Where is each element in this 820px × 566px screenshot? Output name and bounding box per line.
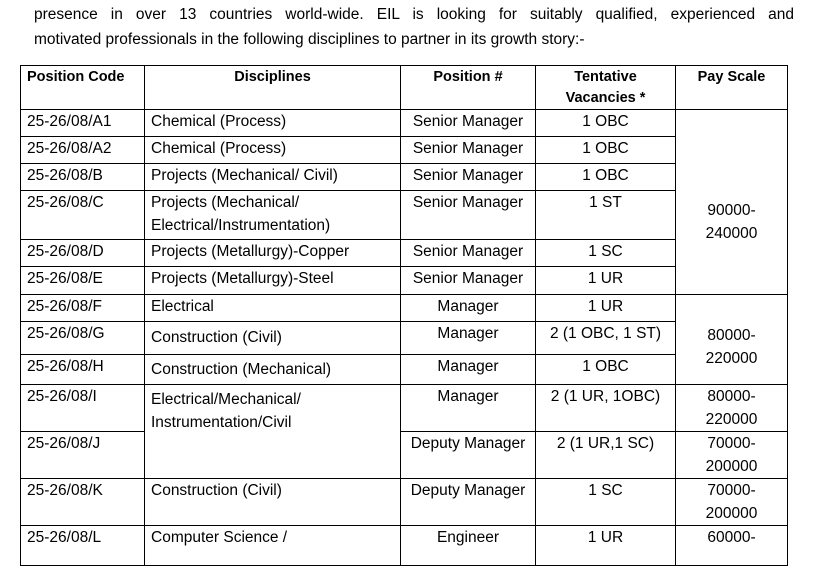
discipline: Chemical (Process)	[145, 110, 401, 137]
position: Senior Manager	[401, 240, 536, 267]
discipline: Construction (Civil)	[145, 322, 401, 355]
position: Engineer	[401, 526, 536, 566]
position-code: 25-26/08/A1	[21, 110, 145, 137]
pay-scale: 60000-	[676, 526, 788, 566]
pay-scale: 80000- 220000	[676, 295, 788, 385]
position-code: 25-26/08/J	[21, 432, 145, 479]
table-row	[21, 385, 788, 432]
discipline: Electrical/Mechanical/ Instrumentation/Civil	[145, 385, 401, 479]
position-code: 25-26/08/D	[21, 240, 145, 267]
vacancy-table	[20, 65, 788, 566]
discipline: Projects (Mechanical/ Civil)	[145, 164, 401, 191]
table-row	[21, 479, 788, 526]
pay-scale: 80000- 220000	[676, 385, 788, 432]
position-code: 25-26/08/I	[21, 385, 145, 432]
position: Manager	[401, 295, 536, 322]
position-code: 25-26/08/G	[21, 322, 145, 355]
table-row	[21, 240, 788, 267]
header-position-code: Position Code	[21, 66, 145, 110]
vacancies: 1 ST	[536, 191, 676, 240]
position: Senior Manager	[401, 110, 536, 137]
header-disciplines: Disciplines	[145, 66, 401, 110]
intro-paragraph	[34, 2, 794, 52]
position-code: 25-26/08/A2	[21, 137, 145, 164]
table-row	[21, 267, 788, 295]
discipline: Electrical	[145, 295, 401, 322]
vacancies: 1 OBC	[536, 137, 676, 164]
header-position: Position #	[401, 66, 536, 110]
intro-line-2: motivated professionals in the following disciplines to partner in its growth story:-	[34, 31, 585, 48]
pay-scale: 70000- 200000	[676, 479, 788, 526]
vacancies: 1 OBC	[536, 164, 676, 191]
header-pay-scale: Pay Scale	[676, 66, 788, 110]
vacancies: 2 (1 UR,1 SC)	[536, 432, 676, 479]
discipline: Projects (Mechanical/ Electrical/Instrumentation)	[145, 191, 401, 240]
table-row	[21, 137, 788, 164]
position: Deputy Manager	[401, 432, 536, 479]
pay-scale: 70000- 200000	[676, 432, 788, 479]
vacancies: 1 OBC	[536, 110, 676, 137]
discipline: Construction (Civil)	[145, 479, 401, 526]
table-row	[21, 191, 788, 240]
position: Senior Manager	[401, 137, 536, 164]
table-row	[21, 110, 788, 137]
table-row	[21, 295, 788, 322]
position-code: 25-26/08/B	[21, 164, 145, 191]
vacancies: 1 UR	[536, 267, 676, 295]
table-row	[21, 322, 788, 355]
discipline: Projects (Metallurgy)-Steel	[145, 267, 401, 295]
pay-scale: 90000- 240000	[676, 110, 788, 295]
position: Senior Manager	[401, 164, 536, 191]
position-code: 25-26/08/H	[21, 355, 145, 385]
vacancies: 1 SC	[536, 479, 676, 526]
position: Deputy Manager	[401, 479, 536, 526]
table-header-row	[21, 66, 788, 110]
table-row	[21, 355, 788, 385]
position-code: 25-26/08/K	[21, 479, 145, 526]
intro-line-1: presence in over 13 countries world-wide. EIL is looking for suitably qualified, experienced and	[34, 6, 794, 23]
vacancies: 2 (1 OBC, 1 ST)	[536, 322, 676, 355]
table-row	[21, 164, 788, 191]
vacancies: 1 UR	[536, 526, 676, 566]
vacancies: 1 OBC	[536, 355, 676, 385]
discipline: Projects (Metallurgy)-Copper	[145, 240, 401, 267]
position-code: 25-26/08/L	[21, 526, 145, 566]
discipline: Chemical (Process)	[145, 137, 401, 164]
position: Manager	[401, 385, 536, 432]
table-row	[21, 526, 788, 566]
vacancies: 1 UR	[536, 295, 676, 322]
position: Senior Manager	[401, 191, 536, 240]
position: Manager	[401, 355, 536, 385]
position-code: 25-26/08/C	[21, 191, 145, 240]
vacancies: 2 (1 UR, 1OBC)	[536, 385, 676, 432]
position-code: 25-26/08/E	[21, 267, 145, 295]
vacancies: 1 SC	[536, 240, 676, 267]
discipline: Computer Science /	[145, 526, 401, 566]
position-code: 25-26/08/F	[21, 295, 145, 322]
discipline: Construction (Mechanical)	[145, 355, 401, 385]
table-row	[21, 432, 788, 479]
position: Senior Manager	[401, 267, 536, 295]
position: Manager	[401, 322, 536, 355]
header-vacancies: Tentative Vacancies *	[536, 66, 676, 110]
